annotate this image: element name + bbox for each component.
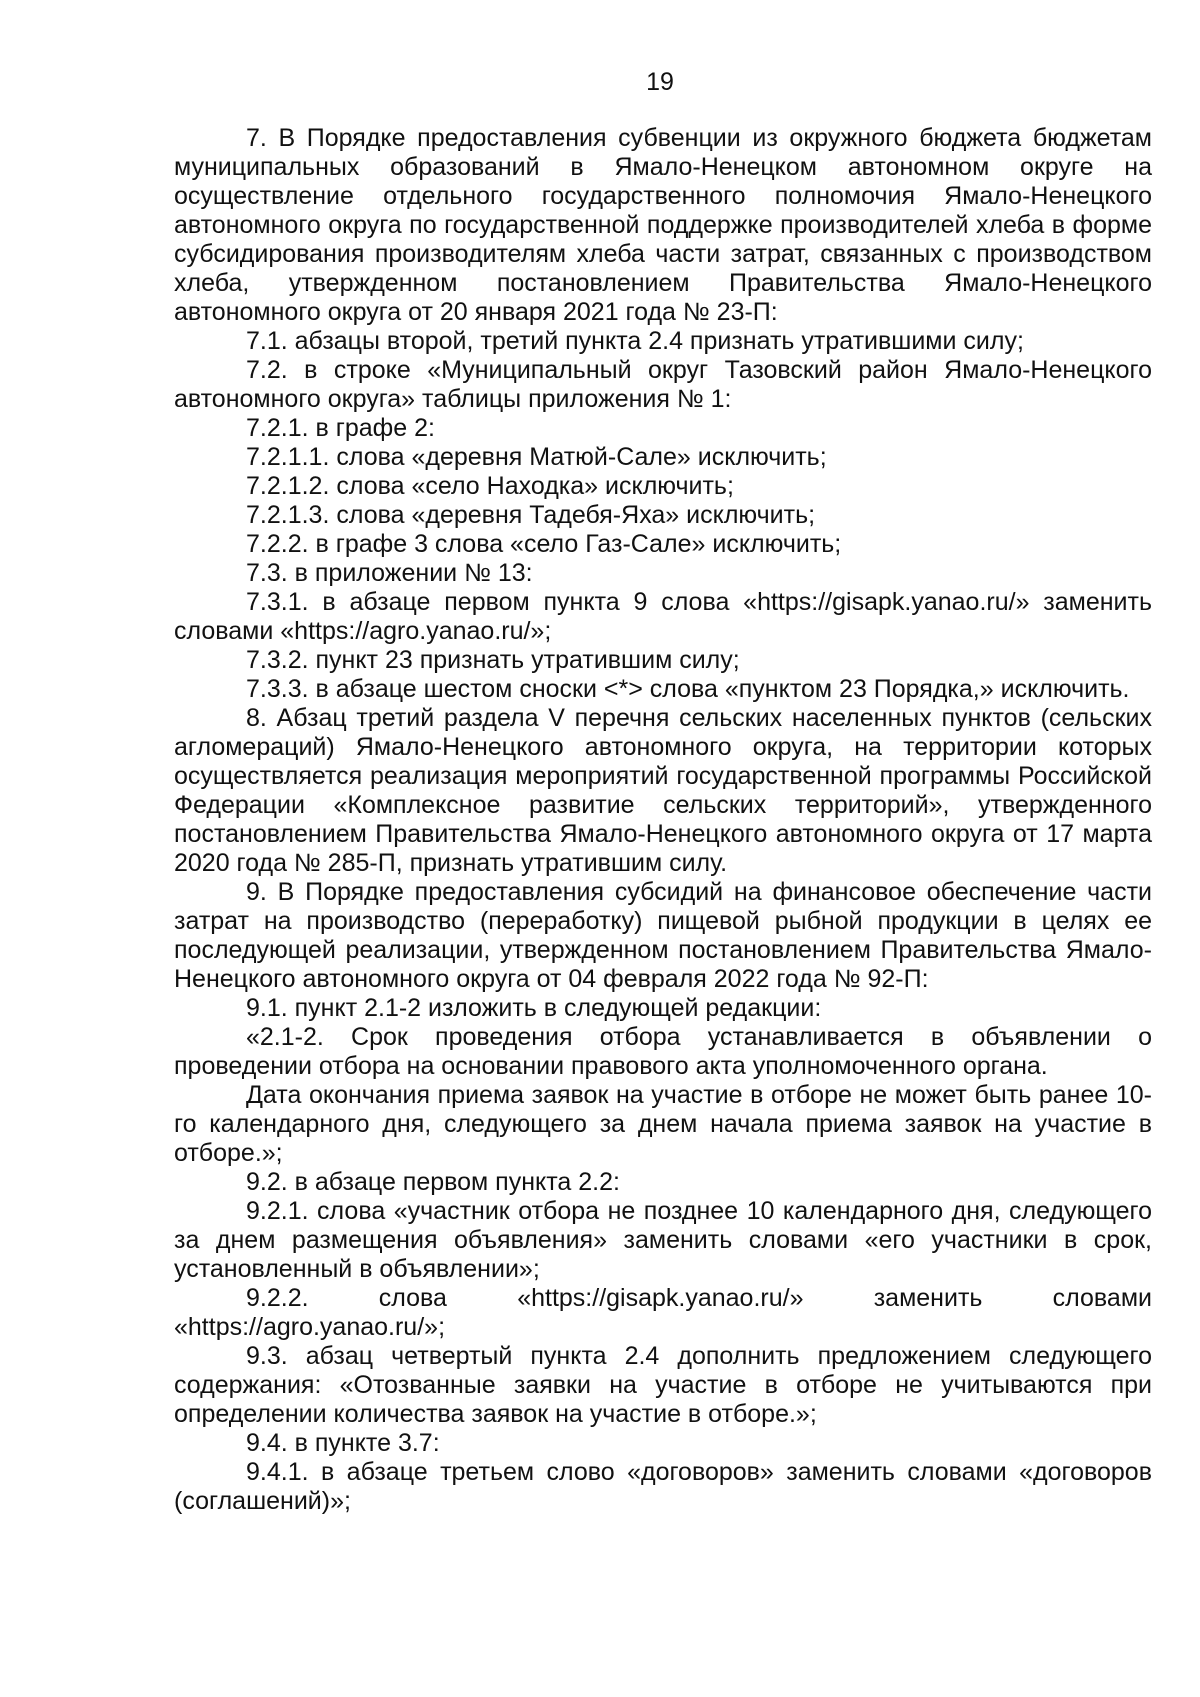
paragraph-7-2: 7.2. в строке «Муниципальный округ Тазовский район Ямало-Ненецкого автономного округа» таблицы приложения № 1:: [174, 356, 1152, 413]
page-number: 19: [646, 68, 674, 96]
paragraph-8: 8. Абзац третий раздела V перечня сельских населенных пунктов (сельских агломераций) Ямало-Ненецкого автономного округа, на территории которых осуществляется реализация мероприятий государственной программы Российской Федерации «Комплексное развитие сельских территорий», утвержденного постановлением Правительства Ямало-Ненецкого автономного округа от 17 марта 2020 года № 285-П, признать утратившим силу.: [174, 704, 1152, 877]
paragraph-7-2-1-3: 7.2.1.3. слова «деревня Тадебя-Яха» исключить;: [246, 501, 816, 529]
paragraph-9: 9. В Порядке предоставления субсидий на финансовое обеспечение части затрат на производство (переработку) пищевой рыбной продукции в целях ее последующей реализации, утвержденном постановлением Правительства Ямало-Ненецкого автономного округа от 04 февраля 2022 года № 92-П:: [174, 878, 1152, 993]
paragraph-7-3-3: 7.3.3. в абзаце шестом сноски <*> слова «пунктом 23 Порядка,» исключить.: [246, 675, 1130, 703]
paragraph-7-2-2: 7.2.2. в графе 3 слова «село Газ-Сале» исключить;: [246, 530, 842, 558]
paragraph-9-2: 9.2. в абзаце первом пункта 2.2:: [246, 1168, 620, 1196]
paragraph-2-1-2-quote: «2.1-2. Срок проведения отбора устанавливается в объявлении о проведении отбора на основании правового акта уполномоченного органа.: [174, 1023, 1152, 1080]
paragraph-7-2-1: 7.2.1. в графе 2:: [246, 414, 435, 442]
paragraph-9-1: 9.1. пункт 2.1-2 изложить в следующей редакции:: [246, 994, 822, 1022]
paragraph-7-2-1-2: 7.2.1.2. слова «село Находка» исключить;: [246, 472, 734, 500]
paragraph-7-3-2: 7.3.2. пункт 23 признать утратившим силу;: [246, 646, 740, 674]
paragraph-7-2-1-1: 7.2.1.1. слова «деревня Матюй-Сале» исключить;: [246, 443, 827, 471]
paragraph-7: 7. В Порядке предоставления субвенции из окружного бюджета бюджетам муниципальных образований в Ямало-Ненецком автономном округе на осуществление отдельного государственного полномочия Ямало-Ненецкого автономного округа по государственной поддержке производителей хлеба в форме субсидирования производителям хлеба части затрат, связанных с производством хлеба, утвержденном постановлением Правительства Ямало-Ненецкого автономного округа от 20 января 2021 года № 23-П:: [174, 124, 1152, 326]
document-body: [174, 124, 1152, 1516]
paragraph-7-3: 7.3. в приложении № 13:: [246, 559, 533, 587]
paragraph-9-4-1: 9.4.1. в абзаце третьем слово «договоров» заменить словами «договоров (соглашений)»;: [174, 1458, 1152, 1515]
paragraph-7-1: 7.1. абзацы второй, третий пункта 2.4 признать утратившими силу;: [246, 327, 1024, 355]
paragraph-9-4: 9.4. в пункте 3.7:: [246, 1429, 440, 1457]
paragraph-9-2-2: 9.2.2. слова «https://gisapk.yanao.ru/» заменить словами «https://agro.yanao.ru/»;: [174, 1284, 1152, 1341]
paragraph-7-3-1: 7.3.1. в абзаце первом пункта 9 слова «https://gisapk.yanao.ru/» заменить словами «https://agro.yanao.ru/»;: [174, 588, 1152, 645]
paragraph-deadline-quote: Дата окончания приема заявок на участие в отборе не может быть ранее 10-го календарного дня, следующего за днем начала приема заявок на участие в отборе.»;: [174, 1081, 1152, 1167]
paragraph-9-2-1: 9.2.1. слова «участник отбора не позднее 10 календарного дня, следующего за днем размещения объявления» заменить словами «его участники в срок, установленный в объявлении»;: [174, 1197, 1152, 1283]
paragraph-9-3: 9.3. абзац четвертый пункта 2.4 дополнить предложением следующего содержания: «Отозванные заявки на участие в отборе не учитываются при определении количества заявок на участие в отборе.»;: [174, 1342, 1152, 1428]
